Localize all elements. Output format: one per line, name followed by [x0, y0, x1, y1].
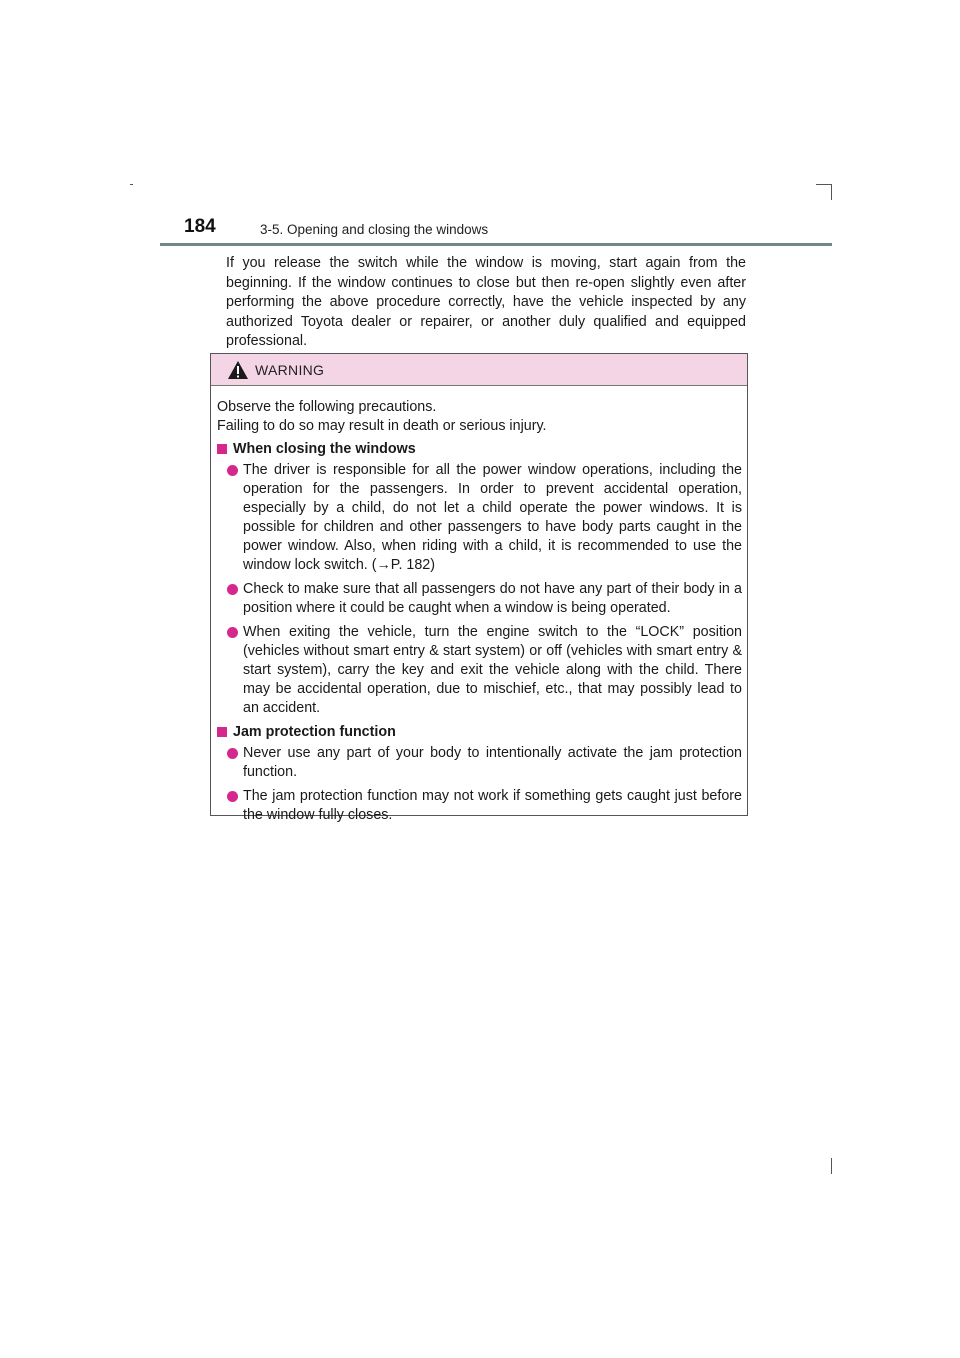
bullet-item — [217, 744, 742, 782]
warning-header — [211, 354, 747, 386]
header-rule — [160, 243, 832, 246]
circle-bullet-icon — [227, 584, 238, 595]
bullet-text: The jam protection function may not work if something gets caught just before the window fully closes. — [243, 788, 742, 823]
section-heading-text: Jam protection function — [233, 724, 396, 740]
bullet-item — [217, 580, 742, 618]
circle-bullet-icon — [227, 465, 238, 476]
section-title: 3-5. Opening and closing the windows — [260, 222, 489, 237]
crop-mark-top-right-h — [816, 184, 832, 185]
bullet-text: Check to make sure that all passengers do not have any part of their body in a position where it could be caught when a window is being operated. — [243, 581, 742, 616]
crop-mark-top-left — [130, 184, 133, 185]
warning-label: WARNING — [255, 362, 325, 378]
page-header — [160, 214, 832, 246]
circle-bullet-icon — [227, 791, 238, 802]
bullet-text: When exiting the vehicle, turn the engine switch to the “LOCK” position (vehicles without smart entry & start system) or off (vehicles with smart entry & start system), carry the key and exit the vehicle along with the child. There may be accidental operation, due to mischief, etc., that may possibly lead to an accident. — [243, 624, 742, 716]
bullet-item — [217, 461, 742, 575]
bullet-text: The driver is responsible for all the power window operations, including the operation for the passengers. In order to prevent accidental operation, especially by a child, do not let a child operate the power windows. It is possible for children and other passengers to have body parts caught in the power window. Also, when riding with a child, it is recommended to use the window lock switch. (→P. 182) — [243, 462, 742, 573]
circle-bullet-icon — [227, 748, 238, 759]
warning-body — [211, 386, 747, 825]
page-number: 184 — [184, 216, 216, 237]
warning-line-1: Observe the following precautions. — [217, 399, 437, 415]
warning-box — [210, 353, 748, 823]
circle-bullet-icon — [227, 627, 238, 638]
bullet-item — [217, 787, 742, 825]
crop-mark-bottom-right — [831, 1158, 832, 1174]
square-bullet-icon — [217, 444, 227, 454]
intro-paragraph: If you release the switch while the window is moving, start again from the beginning. If the window continues to close but then re-open slightly even after performing the above procedure correctly, have the vehicle inspected by any authorized Toyota dealer or repairer, or another duly qualified and equipped professional. — [226, 255, 746, 350]
section-heading-text: When closing the windows — [233, 441, 416, 457]
bullet-item — [217, 623, 742, 718]
crop-mark-top-right-v — [831, 184, 832, 200]
section-heading-closing-windows — [217, 440, 742, 459]
bullet-text: Never use any part of your body to intentionally activate the jam protection function. — [243, 745, 742, 780]
square-bullet-icon — [217, 727, 227, 737]
section-heading-jam-protection — [217, 723, 742, 742]
warning-line-2: Failing to do so may result in death or serious injury. — [217, 418, 547, 434]
warning-triangle-icon — [227, 360, 249, 380]
